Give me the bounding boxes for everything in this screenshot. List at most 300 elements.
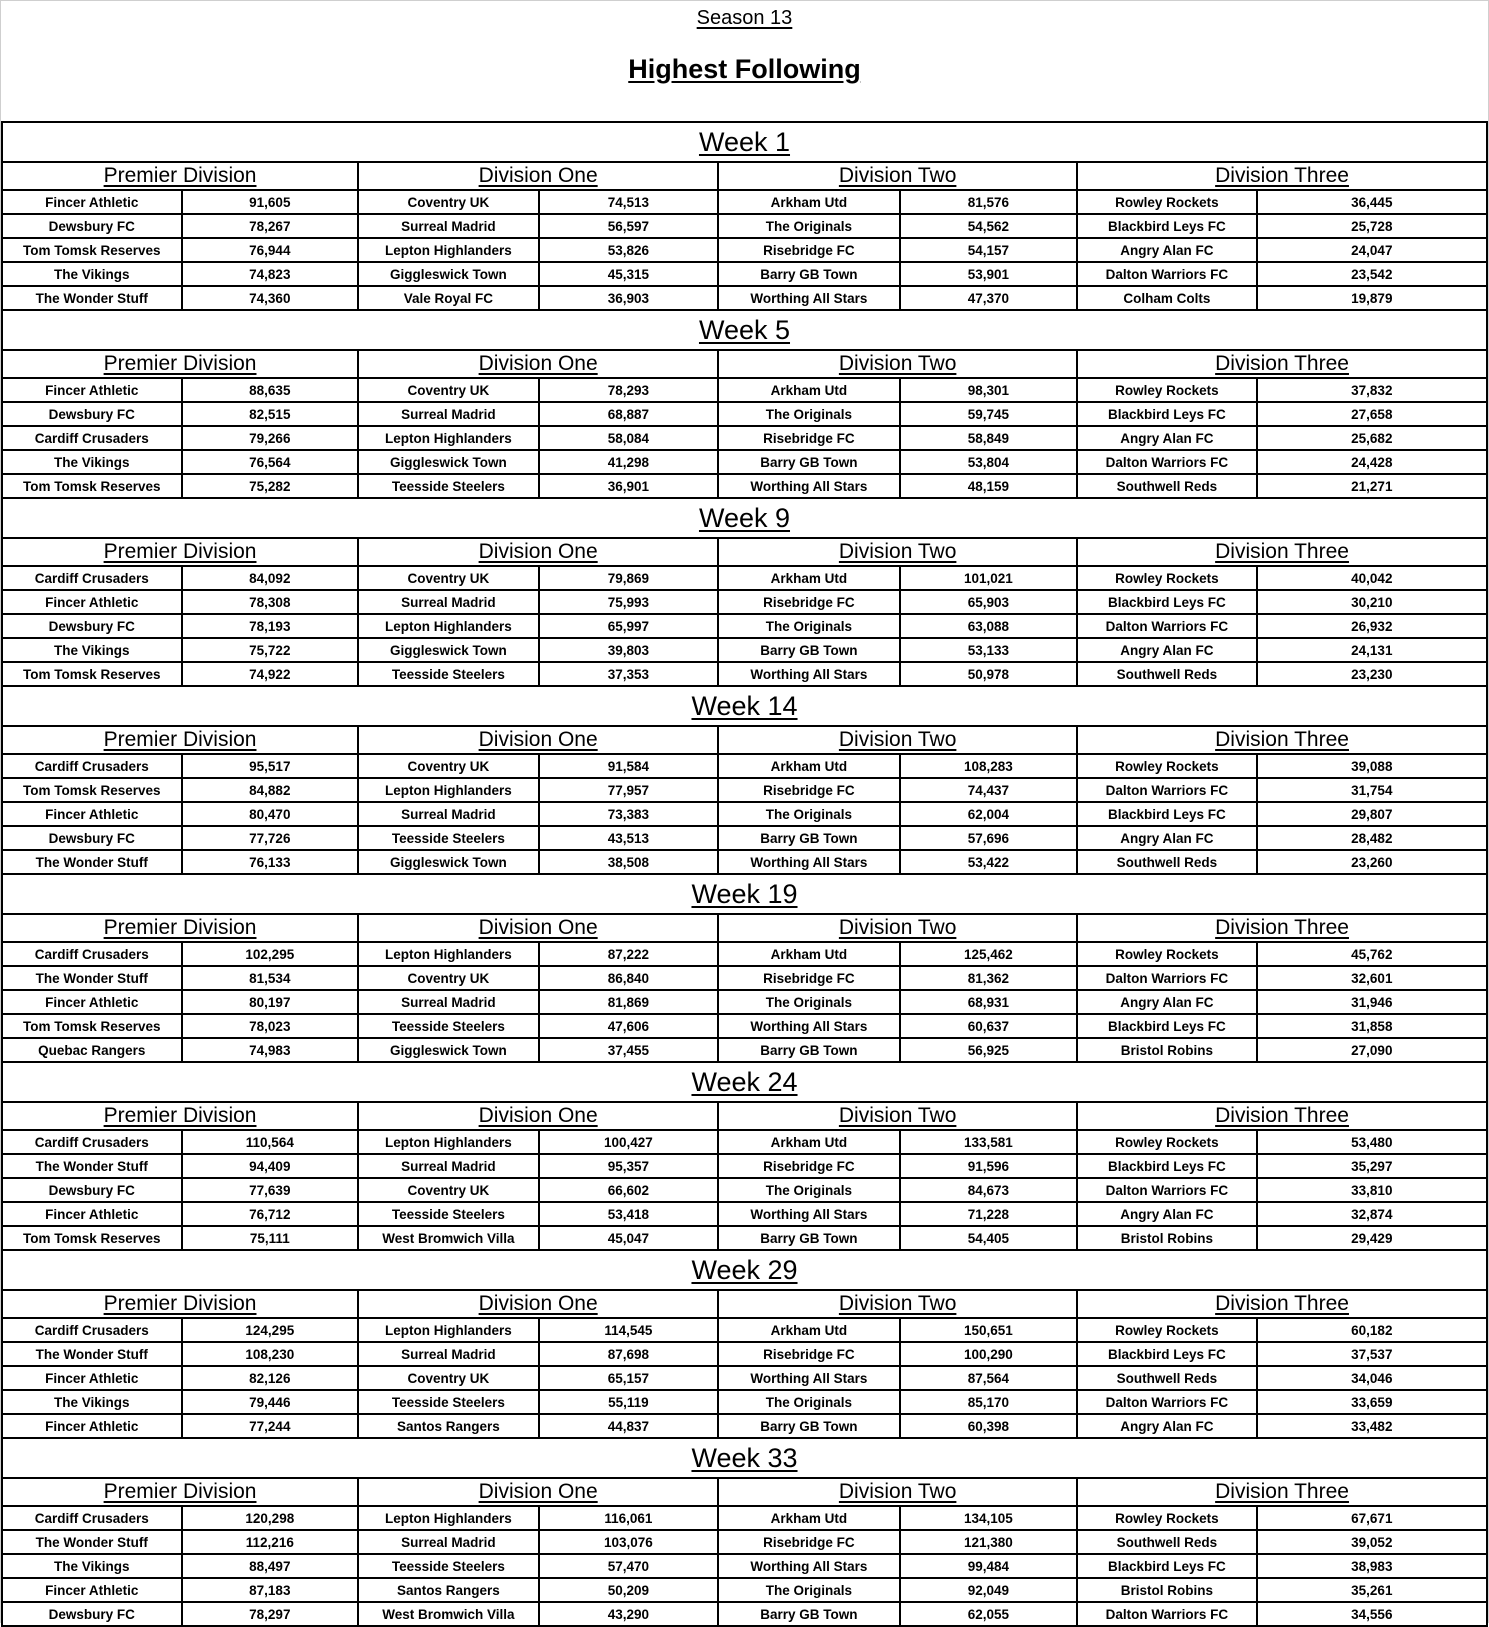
team-name-cell: Arkham Utd xyxy=(718,190,899,214)
table-row xyxy=(2,966,1487,990)
followers-value-cell: 67,671 xyxy=(1257,1506,1487,1530)
division-header-label: Division Two xyxy=(838,1292,957,1315)
team-name-cell: Coventry UK xyxy=(358,566,539,590)
followers-value-cell: 53,804 xyxy=(900,450,1077,474)
week-heading xyxy=(1,499,1488,537)
followers-value-cell: 57,696 xyxy=(900,826,1077,850)
followers-value-cell: 81,576 xyxy=(900,190,1077,214)
division-header xyxy=(358,538,718,566)
division-header-label: Premier Division xyxy=(103,352,257,375)
week-table xyxy=(1,349,1488,499)
followers-value-cell: 88,635 xyxy=(182,378,359,402)
followers-value-cell: 74,437 xyxy=(900,778,1077,802)
division-header xyxy=(2,1290,358,1318)
division-header xyxy=(1077,350,1487,378)
week-heading-label: Week 33 xyxy=(691,1442,798,1473)
division-header-label: Division Three xyxy=(1215,916,1349,939)
team-name-cell: The Originals xyxy=(718,402,899,426)
followers-value-cell: 84,092 xyxy=(182,566,359,590)
week-section xyxy=(1,687,1488,875)
division-header-label: Premier Division xyxy=(103,540,257,563)
division-header xyxy=(2,538,358,566)
team-name-cell: Teesside Steelers xyxy=(358,826,539,850)
division-header-label: Division One xyxy=(478,728,598,751)
team-name-cell: Vale Royal FC xyxy=(358,286,539,310)
team-name-cell: Tom Tomsk Reserves xyxy=(2,1226,182,1250)
team-name-cell: The Originals xyxy=(718,1578,899,1602)
followers-value-cell: 35,297 xyxy=(1257,1154,1487,1178)
followers-value-cell: 114,545 xyxy=(539,1318,719,1342)
team-name-cell: The Originals xyxy=(718,614,899,638)
team-name-cell: Risebridge FC xyxy=(718,590,899,614)
team-name-cell: Surreal Madrid xyxy=(358,590,539,614)
team-name-cell: Lepton Highlanders xyxy=(358,614,539,638)
team-name-cell: Giggleswick Town xyxy=(358,850,539,874)
followers-value-cell: 33,482 xyxy=(1257,1414,1487,1438)
followers-value-cell: 74,922 xyxy=(182,662,359,686)
followers-value-cell: 66,602 xyxy=(539,1178,719,1202)
team-name-cell: Cardiff Crusaders xyxy=(2,1506,182,1530)
team-name-cell: Southwell Reds xyxy=(1077,1366,1257,1390)
team-name-cell: Dalton Warriors FC xyxy=(1077,1390,1257,1414)
table-row xyxy=(2,1390,1487,1414)
followers-value-cell: 74,983 xyxy=(182,1038,359,1062)
team-name-cell: Angry Alan FC xyxy=(1077,826,1257,850)
followers-value-cell: 53,826 xyxy=(539,238,719,262)
followers-value-cell: 108,230 xyxy=(182,1342,359,1366)
division-header-label: Premier Division xyxy=(103,728,257,751)
team-name-cell: Dewsbury FC xyxy=(2,214,182,238)
team-name-cell: West Bromwich Villa xyxy=(358,1602,539,1626)
followers-value-cell: 53,418 xyxy=(539,1202,719,1226)
followers-value-cell: 112,216 xyxy=(182,1530,359,1554)
week-table xyxy=(1,1289,1488,1439)
followers-value-cell: 76,712 xyxy=(182,1202,359,1226)
team-name-cell: Dewsbury FC xyxy=(2,614,182,638)
followers-value-cell: 124,295 xyxy=(182,1318,359,1342)
followers-value-cell: 74,360 xyxy=(182,286,359,310)
team-name-cell: Blackbird Leys FC xyxy=(1077,1342,1257,1366)
week-heading-label: Week 1 xyxy=(698,126,791,157)
followers-value-cell: 34,556 xyxy=(1257,1602,1487,1626)
team-name-cell: Rowley Rockets xyxy=(1077,1318,1257,1342)
followers-value-cell: 77,957 xyxy=(539,778,719,802)
division-header-label: Division Three xyxy=(1215,1292,1349,1315)
team-name-cell: The Vikings xyxy=(2,450,182,474)
table-row xyxy=(2,826,1487,850)
division-header xyxy=(2,1102,358,1130)
team-name-cell: The Originals xyxy=(718,802,899,826)
week-heading xyxy=(1,123,1488,161)
followers-value-cell: 121,380 xyxy=(900,1530,1077,1554)
followers-value-cell: 81,362 xyxy=(900,966,1077,990)
followers-value-cell: 91,584 xyxy=(539,754,719,778)
followers-value-cell: 41,298 xyxy=(539,450,719,474)
team-name-cell: The Originals xyxy=(718,1390,899,1414)
week-heading xyxy=(1,1439,1488,1477)
team-name-cell: Fincer Athletic xyxy=(2,1202,182,1226)
followers-value-cell: 44,837 xyxy=(539,1414,719,1438)
followers-value-cell: 78,297 xyxy=(182,1602,359,1626)
division-header xyxy=(718,1478,1077,1506)
table-row xyxy=(2,1530,1487,1554)
team-name-cell: Blackbird Leys FC xyxy=(1077,214,1257,238)
table-row xyxy=(2,474,1487,498)
followers-value-cell: 29,807 xyxy=(1257,802,1487,826)
division-header-label: Division Two xyxy=(838,540,957,563)
team-name-cell: Angry Alan FC xyxy=(1077,238,1257,262)
table-row xyxy=(2,1554,1487,1578)
division-header-label: Division Three xyxy=(1215,352,1349,375)
division-header xyxy=(358,1290,718,1318)
followers-value-cell: 120,298 xyxy=(182,1506,359,1530)
division-header xyxy=(718,1290,1077,1318)
team-name-cell: The Vikings xyxy=(2,262,182,286)
team-name-cell: Worthing All Stars xyxy=(718,286,899,310)
team-name-cell: The Wonder Stuff xyxy=(2,966,182,990)
team-name-cell: Arkham Utd xyxy=(718,942,899,966)
division-header xyxy=(718,1102,1077,1130)
week-heading-label: Week 19 xyxy=(691,878,798,909)
team-name-cell: Giggleswick Town xyxy=(358,262,539,286)
table-row xyxy=(2,1366,1487,1390)
team-name-cell: Fincer Athletic xyxy=(2,1414,182,1438)
week-heading xyxy=(1,1063,1488,1101)
followers-value-cell: 68,887 xyxy=(539,402,719,426)
team-name-cell: Bristol Robins xyxy=(1077,1226,1257,1250)
followers-value-cell: 45,762 xyxy=(1257,942,1487,966)
followers-value-cell: 77,726 xyxy=(182,826,359,850)
followers-value-cell: 28,482 xyxy=(1257,826,1487,850)
table-row xyxy=(2,1226,1487,1250)
week-table xyxy=(1,913,1488,1063)
team-name-cell: Lepton Highlanders xyxy=(358,1506,539,1530)
division-header-label: Division One xyxy=(478,352,598,375)
followers-value-cell: 103,076 xyxy=(539,1530,719,1554)
followers-value-cell: 75,111 xyxy=(182,1226,359,1250)
table-row xyxy=(2,1506,1487,1530)
table-row xyxy=(2,1602,1487,1626)
team-name-cell: Quebac Rangers xyxy=(2,1038,182,1062)
division-header xyxy=(358,726,718,754)
division-header-row xyxy=(2,350,1487,378)
followers-value-cell: 48,159 xyxy=(900,474,1077,498)
followers-value-cell: 75,722 xyxy=(182,638,359,662)
followers-value-cell: 45,047 xyxy=(539,1226,719,1250)
team-name-cell: The Originals xyxy=(718,214,899,238)
followers-value-cell: 78,308 xyxy=(182,590,359,614)
division-header-row xyxy=(2,1290,1487,1318)
week-heading xyxy=(1,687,1488,725)
table-row xyxy=(2,426,1487,450)
team-name-cell: Teesside Steelers xyxy=(358,1390,539,1414)
table-row xyxy=(2,1578,1487,1602)
division-header-row xyxy=(2,162,1487,190)
team-name-cell: Risebridge FC xyxy=(718,238,899,262)
followers-value-cell: 78,023 xyxy=(182,1014,359,1038)
table-row xyxy=(2,1154,1487,1178)
division-header xyxy=(2,1478,358,1506)
team-name-cell: Colham Colts xyxy=(1077,286,1257,310)
followers-value-cell: 81,534 xyxy=(182,966,359,990)
followers-value-cell: 80,197 xyxy=(182,990,359,1014)
team-name-cell: Dalton Warriors FC xyxy=(1077,450,1257,474)
page-title-text: Highest Following xyxy=(628,54,861,84)
team-name-cell: Cardiff Crusaders xyxy=(2,1130,182,1154)
team-name-cell: Barry GB Town xyxy=(718,1038,899,1062)
team-name-cell: Barry GB Town xyxy=(718,1226,899,1250)
week-heading-label: Week 24 xyxy=(691,1066,798,1097)
division-header-label: Division One xyxy=(478,916,598,939)
followers-value-cell: 84,882 xyxy=(182,778,359,802)
team-name-cell: Rowley Rockets xyxy=(1077,378,1257,402)
division-header xyxy=(1077,162,1487,190)
division-header-row xyxy=(2,1478,1487,1506)
division-header xyxy=(718,350,1077,378)
followers-value-cell: 116,061 xyxy=(539,1506,719,1530)
division-header-label: Division One xyxy=(478,1292,598,1315)
followers-value-cell: 36,901 xyxy=(539,474,719,498)
team-name-cell: Dewsbury FC xyxy=(2,826,182,850)
followers-value-cell: 57,470 xyxy=(539,1554,719,1578)
team-name-cell: Fincer Athletic xyxy=(2,590,182,614)
division-header xyxy=(358,1478,718,1506)
team-name-cell: Cardiff Crusaders xyxy=(2,1318,182,1342)
followers-value-cell: 31,754 xyxy=(1257,778,1487,802)
team-name-cell: Tom Tomsk Reserves xyxy=(2,238,182,262)
team-name-cell: Dewsbury FC xyxy=(2,402,182,426)
division-header xyxy=(1077,1290,1487,1318)
team-name-cell: Tom Tomsk Reserves xyxy=(2,662,182,686)
followers-value-cell: 78,293 xyxy=(539,378,719,402)
followers-value-cell: 68,931 xyxy=(900,990,1077,1014)
followers-value-cell: 133,581 xyxy=(900,1130,1077,1154)
division-header-label: Premier Division xyxy=(103,1292,257,1315)
followers-value-cell: 91,596 xyxy=(900,1154,1077,1178)
team-name-cell: The Originals xyxy=(718,990,899,1014)
division-header xyxy=(358,914,718,942)
followers-value-cell: 54,157 xyxy=(900,238,1077,262)
team-name-cell: Dalton Warriors FC xyxy=(1077,1178,1257,1202)
team-name-cell: Risebridge FC xyxy=(718,1154,899,1178)
followers-value-cell: 85,170 xyxy=(900,1390,1077,1414)
team-name-cell: The Vikings xyxy=(2,638,182,662)
followers-value-cell: 54,405 xyxy=(900,1226,1077,1250)
week-table xyxy=(1,161,1488,311)
division-header-label: Division One xyxy=(478,164,598,187)
team-name-cell: Southwell Reds xyxy=(1077,850,1257,874)
followers-value-cell: 23,260 xyxy=(1257,850,1487,874)
followers-value-cell: 73,383 xyxy=(539,802,719,826)
followers-value-cell: 36,903 xyxy=(539,286,719,310)
week-section xyxy=(1,499,1488,687)
table-row xyxy=(2,1178,1487,1202)
team-name-cell: Dewsbury FC xyxy=(2,1602,182,1626)
followers-value-cell: 38,508 xyxy=(539,850,719,874)
followers-value-cell: 58,849 xyxy=(900,426,1077,450)
followers-value-cell: 82,515 xyxy=(182,402,359,426)
team-name-cell: Tom Tomsk Reserves xyxy=(2,1014,182,1038)
followers-value-cell: 59,745 xyxy=(900,402,1077,426)
team-name-cell: Angry Alan FC xyxy=(1077,1414,1257,1438)
division-header-label: Division One xyxy=(478,1104,598,1127)
followers-value-cell: 87,564 xyxy=(900,1366,1077,1390)
followers-value-cell: 39,052 xyxy=(1257,1530,1487,1554)
followers-value-cell: 26,932 xyxy=(1257,614,1487,638)
table-row xyxy=(2,402,1487,426)
team-name-cell: Coventry UK xyxy=(358,1178,539,1202)
followers-value-cell: 24,047 xyxy=(1257,238,1487,262)
team-name-cell: The Wonder Stuff xyxy=(2,1342,182,1366)
followers-value-cell: 60,182 xyxy=(1257,1318,1487,1342)
followers-value-cell: 23,230 xyxy=(1257,662,1487,686)
division-header xyxy=(2,162,358,190)
team-name-cell: Risebridge FC xyxy=(718,778,899,802)
week-section xyxy=(1,311,1488,499)
table-row xyxy=(2,638,1487,662)
team-name-cell: The Wonder Stuff xyxy=(2,1154,182,1178)
followers-value-cell: 87,222 xyxy=(539,942,719,966)
division-header xyxy=(1077,538,1487,566)
followers-value-cell: 79,266 xyxy=(182,426,359,450)
page-title xyxy=(1,54,1488,85)
division-header-row xyxy=(2,538,1487,566)
followers-value-cell: 53,901 xyxy=(900,262,1077,286)
week-section xyxy=(1,1439,1488,1627)
followers-value-cell: 65,157 xyxy=(539,1366,719,1390)
team-name-cell: The Wonder Stuff xyxy=(2,850,182,874)
followers-value-cell: 99,484 xyxy=(900,1554,1077,1578)
followers-value-cell: 78,193 xyxy=(182,614,359,638)
followers-value-cell: 53,133 xyxy=(900,638,1077,662)
team-name-cell: Arkham Utd xyxy=(718,1318,899,1342)
followers-value-cell: 79,446 xyxy=(182,1390,359,1414)
table-row xyxy=(2,850,1487,874)
followers-value-cell: 75,282 xyxy=(182,474,359,498)
team-name-cell: Barry GB Town xyxy=(718,638,899,662)
table-row xyxy=(2,1014,1487,1038)
table-row xyxy=(2,990,1487,1014)
team-name-cell: Angry Alan FC xyxy=(1077,638,1257,662)
team-name-cell: Teesside Steelers xyxy=(358,1202,539,1226)
team-name-cell: Lepton Highlanders xyxy=(358,426,539,450)
team-name-cell: Angry Alan FC xyxy=(1077,990,1257,1014)
table-row xyxy=(2,1202,1487,1226)
followers-value-cell: 58,084 xyxy=(539,426,719,450)
week-heading-label: Week 14 xyxy=(691,690,798,721)
followers-value-cell: 45,315 xyxy=(539,262,719,286)
team-name-cell: West Bromwich Villa xyxy=(358,1226,539,1250)
team-name-cell: Dalton Warriors FC xyxy=(1077,614,1257,638)
team-name-cell: Worthing All Stars xyxy=(718,1554,899,1578)
division-header xyxy=(1077,1102,1487,1130)
followers-value-cell: 60,637 xyxy=(900,1014,1077,1038)
followers-value-cell: 54,562 xyxy=(900,214,1077,238)
followers-value-cell: 77,244 xyxy=(182,1414,359,1438)
division-header-label: Division One xyxy=(478,1480,598,1503)
report-header xyxy=(1,1,1488,123)
team-name-cell: Dalton Warriors FC xyxy=(1077,262,1257,286)
team-name-cell: Arkham Utd xyxy=(718,378,899,402)
division-header-label: Division Three xyxy=(1215,540,1349,563)
division-header xyxy=(358,162,718,190)
team-name-cell: Risebridge FC xyxy=(718,1530,899,1554)
followers-value-cell: 74,823 xyxy=(182,262,359,286)
division-header-label: Division One xyxy=(478,540,598,563)
week-heading-label: Week 5 xyxy=(698,314,791,345)
team-name-cell: Dalton Warriors FC xyxy=(1077,778,1257,802)
followers-value-cell: 79,869 xyxy=(539,566,719,590)
team-name-cell: Fincer Athletic xyxy=(2,190,182,214)
division-header-row xyxy=(2,914,1487,942)
division-header xyxy=(1077,914,1487,942)
table-row xyxy=(2,262,1487,286)
table-row xyxy=(2,590,1487,614)
followers-value-cell: 76,944 xyxy=(182,238,359,262)
table-row xyxy=(2,1130,1487,1154)
week-heading xyxy=(1,1251,1488,1289)
followers-value-cell: 102,295 xyxy=(182,942,359,966)
division-header-label: Division Three xyxy=(1215,1104,1349,1127)
team-name-cell: Teesside Steelers xyxy=(358,474,539,498)
followers-value-cell: 27,658 xyxy=(1257,402,1487,426)
team-name-cell: Fincer Athletic xyxy=(2,1366,182,1390)
team-name-cell: Rowley Rockets xyxy=(1077,754,1257,778)
week-section xyxy=(1,1063,1488,1251)
team-name-cell: Angry Alan FC xyxy=(1077,1202,1257,1226)
followers-value-cell: 43,513 xyxy=(539,826,719,850)
season-label xyxy=(1,1,1488,30)
team-name-cell: Blackbird Leys FC xyxy=(1077,590,1257,614)
followers-value-cell: 80,470 xyxy=(182,802,359,826)
followers-value-cell: 108,283 xyxy=(900,754,1077,778)
followers-value-cell: 74,513 xyxy=(539,190,719,214)
team-name-cell: Arkham Utd xyxy=(718,1506,899,1530)
division-header-label: Division Two xyxy=(838,164,957,187)
followers-value-cell: 76,133 xyxy=(182,850,359,874)
team-name-cell: Tom Tomsk Reserves xyxy=(2,474,182,498)
team-name-cell: Surreal Madrid xyxy=(358,1154,539,1178)
followers-value-cell: 25,682 xyxy=(1257,426,1487,450)
followers-value-cell: 24,131 xyxy=(1257,638,1487,662)
team-name-cell: Lepton Highlanders xyxy=(358,1318,539,1342)
table-row xyxy=(2,754,1487,778)
followers-value-cell: 38,983 xyxy=(1257,1554,1487,1578)
team-name-cell: The Wonder Stuff xyxy=(2,286,182,310)
table-row xyxy=(2,378,1487,402)
team-name-cell: Surreal Madrid xyxy=(358,1342,539,1366)
team-name-cell: Barry GB Town xyxy=(718,1414,899,1438)
followers-value-cell: 47,370 xyxy=(900,286,1077,310)
week-table xyxy=(1,537,1488,687)
division-header xyxy=(358,350,718,378)
division-header-label: Division Three xyxy=(1215,1480,1349,1503)
team-name-cell: Barry GB Town xyxy=(718,262,899,286)
followers-value-cell: 100,427 xyxy=(539,1130,719,1154)
division-header xyxy=(1077,726,1487,754)
team-name-cell: Arkham Utd xyxy=(718,1130,899,1154)
followers-value-cell: 55,119 xyxy=(539,1390,719,1414)
team-name-cell: Santos Rangers xyxy=(358,1414,539,1438)
followers-value-cell: 32,601 xyxy=(1257,966,1487,990)
followers-value-cell: 71,228 xyxy=(900,1202,1077,1226)
team-name-cell: Southwell Reds xyxy=(1077,662,1257,686)
division-header xyxy=(718,914,1077,942)
followers-value-cell: 86,840 xyxy=(539,966,719,990)
table-row xyxy=(2,802,1487,826)
team-name-cell: Worthing All Stars xyxy=(718,1202,899,1226)
table-row xyxy=(2,566,1487,590)
